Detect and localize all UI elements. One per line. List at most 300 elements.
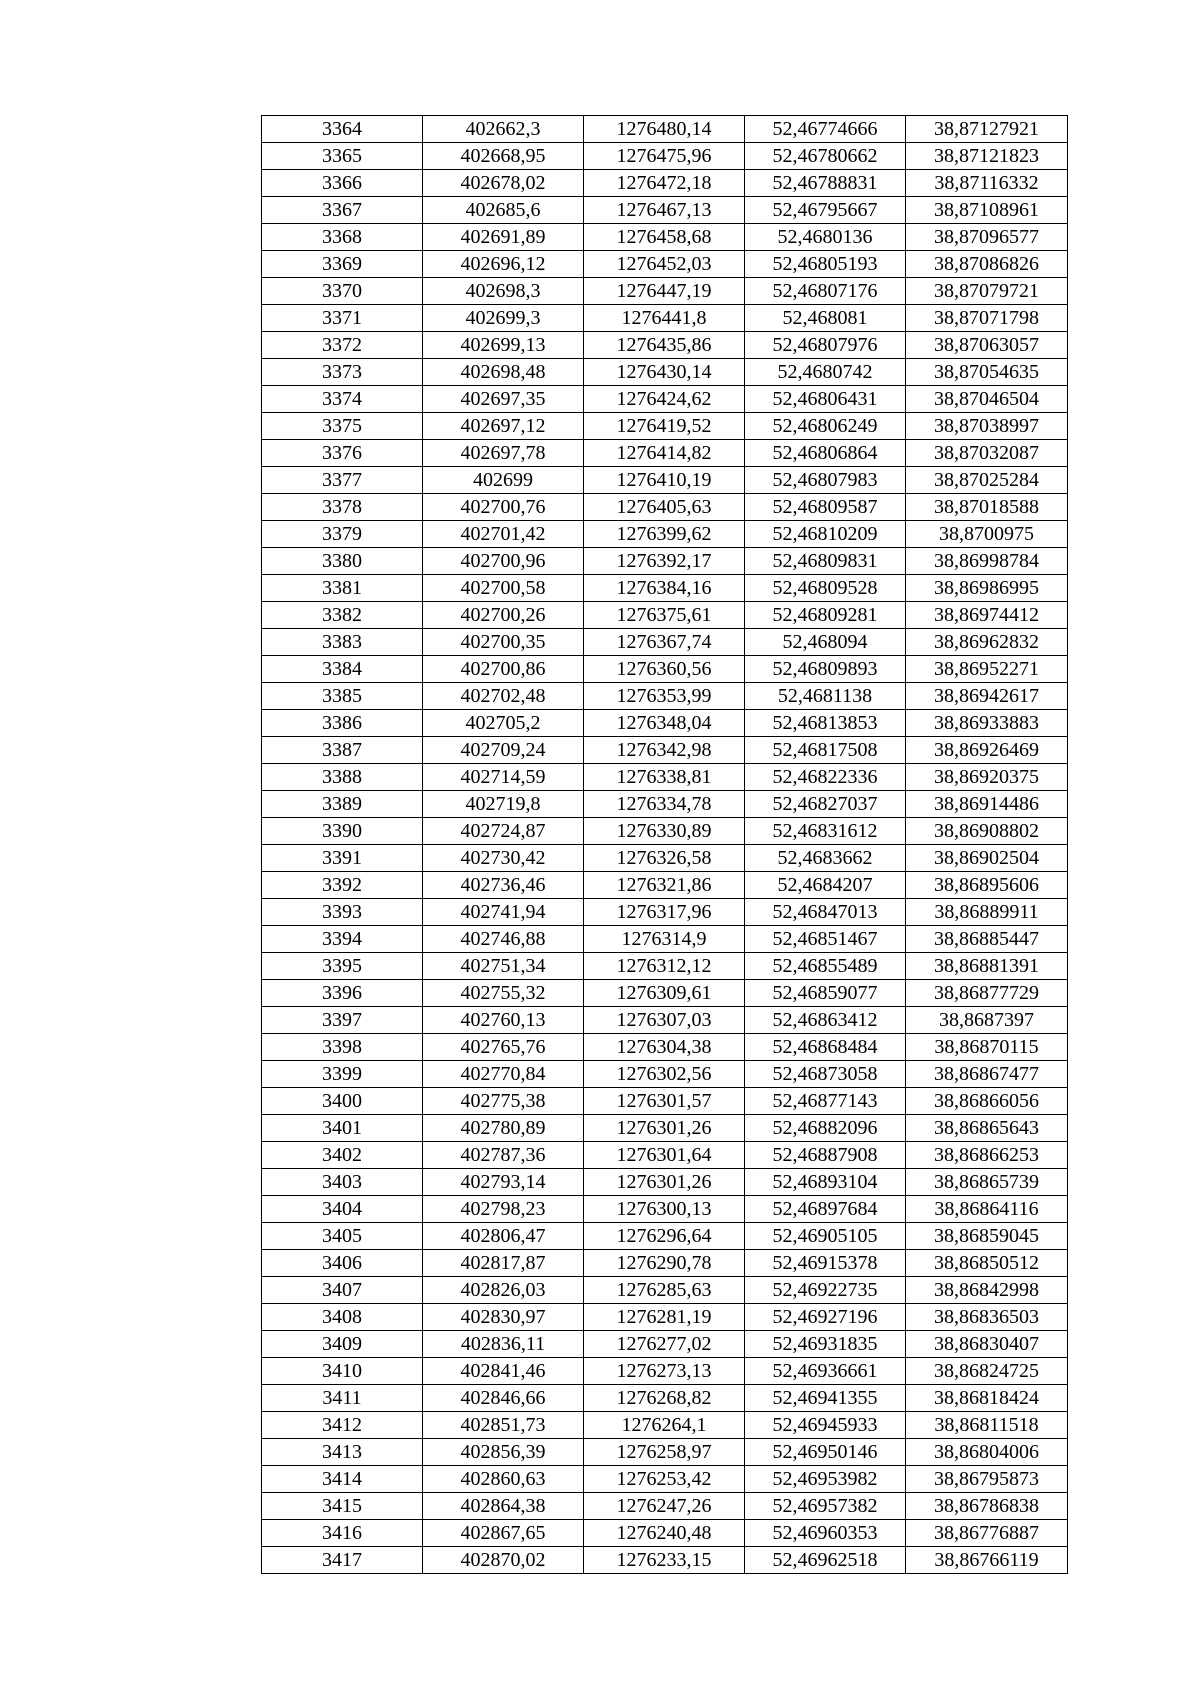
point-number-cell: 3385 xyxy=(262,683,423,710)
y-coordinate-cell: 1276233,15 xyxy=(584,1547,745,1574)
longitude-cell: 38,86895606 xyxy=(906,872,1068,899)
point-number-cell: 3411 xyxy=(262,1385,423,1412)
y-coordinate-cell: 1276441,8 xyxy=(584,305,745,332)
x-coordinate-cell: 402770,84 xyxy=(423,1061,584,1088)
x-coordinate-cell: 402830,97 xyxy=(423,1304,584,1331)
longitude-cell: 38,86867477 xyxy=(906,1061,1068,1088)
latitude-cell: 52,46915378 xyxy=(745,1250,906,1277)
y-coordinate-cell: 1276430,14 xyxy=(584,359,745,386)
x-coordinate-cell: 402817,87 xyxy=(423,1250,584,1277)
latitude-cell: 52,46788831 xyxy=(745,170,906,197)
latitude-cell: 52,4683662 xyxy=(745,845,906,872)
longitude-cell: 38,86818424 xyxy=(906,1385,1068,1412)
x-coordinate-cell: 402719,8 xyxy=(423,791,584,818)
y-coordinate-cell: 1276414,82 xyxy=(584,440,745,467)
point-number-cell: 3383 xyxy=(262,629,423,656)
y-coordinate-cell: 1276342,98 xyxy=(584,737,745,764)
latitude-cell: 52,46868484 xyxy=(745,1034,906,1061)
table-row xyxy=(262,413,1068,440)
point-number-cell: 3369 xyxy=(262,251,423,278)
table-row xyxy=(262,602,1068,629)
table-row xyxy=(262,1115,1068,1142)
point-number-cell: 3387 xyxy=(262,737,423,764)
point-number-cell: 3378 xyxy=(262,494,423,521)
x-coordinate-cell: 402714,59 xyxy=(423,764,584,791)
table-row xyxy=(262,764,1068,791)
y-coordinate-cell: 1276302,56 xyxy=(584,1061,745,1088)
latitude-cell: 52,46806864 xyxy=(745,440,906,467)
latitude-cell: 52,46945933 xyxy=(745,1412,906,1439)
latitude-cell: 52,46817508 xyxy=(745,737,906,764)
y-coordinate-cell: 1276392,17 xyxy=(584,548,745,575)
table-row xyxy=(262,1520,1068,1547)
y-coordinate-cell: 1276348,04 xyxy=(584,710,745,737)
x-coordinate-cell: 402700,96 xyxy=(423,548,584,575)
point-number-cell: 3381 xyxy=(262,575,423,602)
table-row xyxy=(262,1088,1068,1115)
coordinates-table-body xyxy=(262,116,1068,1574)
table-row xyxy=(262,224,1068,251)
longitude-cell: 38,87054635 xyxy=(906,359,1068,386)
latitude-cell: 52,46887908 xyxy=(745,1142,906,1169)
latitude-cell: 52,46941355 xyxy=(745,1385,906,1412)
x-coordinate-cell: 402691,89 xyxy=(423,224,584,251)
y-coordinate-cell: 1276301,26 xyxy=(584,1115,745,1142)
latitude-cell: 52,468081 xyxy=(745,305,906,332)
latitude-cell: 52,46893104 xyxy=(745,1169,906,1196)
latitude-cell: 52,46780662 xyxy=(745,143,906,170)
point-number-cell: 3399 xyxy=(262,1061,423,1088)
x-coordinate-cell: 402702,48 xyxy=(423,683,584,710)
longitude-cell: 38,87079721 xyxy=(906,278,1068,305)
latitude-cell: 52,46936661 xyxy=(745,1358,906,1385)
y-coordinate-cell: 1276338,81 xyxy=(584,764,745,791)
latitude-cell: 52,46960353 xyxy=(745,1520,906,1547)
y-coordinate-cell: 1276419,52 xyxy=(584,413,745,440)
table-row xyxy=(262,1196,1068,1223)
latitude-cell: 52,4684207 xyxy=(745,872,906,899)
x-coordinate-cell: 402775,38 xyxy=(423,1088,584,1115)
longitude-cell: 38,87096577 xyxy=(906,224,1068,251)
latitude-cell: 52,46809281 xyxy=(745,602,906,629)
point-number-cell: 3365 xyxy=(262,143,423,170)
x-coordinate-cell: 402697,35 xyxy=(423,386,584,413)
latitude-cell: 52,46957382 xyxy=(745,1493,906,1520)
table-row xyxy=(262,1277,1068,1304)
latitude-cell: 52,46795667 xyxy=(745,197,906,224)
x-coordinate-cell: 402851,73 xyxy=(423,1412,584,1439)
y-coordinate-cell: 1276301,57 xyxy=(584,1088,745,1115)
longitude-cell: 38,86877729 xyxy=(906,980,1068,1007)
table-row xyxy=(262,278,1068,305)
point-number-cell: 3397 xyxy=(262,1007,423,1034)
latitude-cell: 52,46950146 xyxy=(745,1439,906,1466)
coordinates-table xyxy=(261,115,1068,1574)
y-coordinate-cell: 1276281,19 xyxy=(584,1304,745,1331)
point-number-cell: 3416 xyxy=(262,1520,423,1547)
table-row xyxy=(262,1358,1068,1385)
longitude-cell: 38,86889911 xyxy=(906,899,1068,926)
y-coordinate-cell: 1276273,13 xyxy=(584,1358,745,1385)
y-coordinate-cell: 1276458,68 xyxy=(584,224,745,251)
longitude-cell: 38,87116332 xyxy=(906,170,1068,197)
y-coordinate-cell: 1276301,64 xyxy=(584,1142,745,1169)
x-coordinate-cell: 402696,12 xyxy=(423,251,584,278)
y-coordinate-cell: 1276467,13 xyxy=(584,197,745,224)
latitude-cell: 52,46863412 xyxy=(745,1007,906,1034)
longitude-cell: 38,86795873 xyxy=(906,1466,1068,1493)
x-coordinate-cell: 402697,78 xyxy=(423,440,584,467)
latitude-cell: 52,46847013 xyxy=(745,899,906,926)
y-coordinate-cell: 1276367,74 xyxy=(584,629,745,656)
point-number-cell: 3404 xyxy=(262,1196,423,1223)
latitude-cell: 52,46807976 xyxy=(745,332,906,359)
longitude-cell: 38,86885447 xyxy=(906,926,1068,953)
table-row xyxy=(262,953,1068,980)
latitude-cell: 52,4680742 xyxy=(745,359,906,386)
longitude-cell: 38,86842998 xyxy=(906,1277,1068,1304)
point-number-cell: 3366 xyxy=(262,170,423,197)
y-coordinate-cell: 1276360,56 xyxy=(584,656,745,683)
x-coordinate-cell: 402699,13 xyxy=(423,332,584,359)
table-row xyxy=(262,575,1068,602)
latitude-cell: 52,4681138 xyxy=(745,683,906,710)
x-coordinate-cell: 402709,24 xyxy=(423,737,584,764)
longitude-cell: 38,86933883 xyxy=(906,710,1068,737)
y-coordinate-cell: 1276268,82 xyxy=(584,1385,745,1412)
y-coordinate-cell: 1276399,62 xyxy=(584,521,745,548)
table-row xyxy=(262,251,1068,278)
x-coordinate-cell: 402697,12 xyxy=(423,413,584,440)
table-row xyxy=(262,1007,1068,1034)
point-number-cell: 3396 xyxy=(262,980,423,1007)
x-coordinate-cell: 402705,2 xyxy=(423,710,584,737)
point-number-cell: 3373 xyxy=(262,359,423,386)
point-number-cell: 3406 xyxy=(262,1250,423,1277)
x-coordinate-cell: 402856,39 xyxy=(423,1439,584,1466)
longitude-cell: 38,86870115 xyxy=(906,1034,1068,1061)
table-row xyxy=(262,1493,1068,1520)
y-coordinate-cell: 1276472,18 xyxy=(584,170,745,197)
y-coordinate-cell: 1276301,26 xyxy=(584,1169,745,1196)
table-row xyxy=(262,170,1068,197)
x-coordinate-cell: 402698,3 xyxy=(423,278,584,305)
x-coordinate-cell: 402870,02 xyxy=(423,1547,584,1574)
longitude-cell: 38,86866253 xyxy=(906,1142,1068,1169)
table-row xyxy=(262,1439,1068,1466)
table-row xyxy=(262,926,1068,953)
x-coordinate-cell: 402798,23 xyxy=(423,1196,584,1223)
longitude-cell: 38,86850512 xyxy=(906,1250,1068,1277)
point-number-cell: 3395 xyxy=(262,953,423,980)
point-number-cell: 3393 xyxy=(262,899,423,926)
point-number-cell: 3409 xyxy=(262,1331,423,1358)
y-coordinate-cell: 1276330,89 xyxy=(584,818,745,845)
longitude-cell: 38,86865739 xyxy=(906,1169,1068,1196)
latitude-cell: 52,46905105 xyxy=(745,1223,906,1250)
table-row xyxy=(262,1412,1068,1439)
point-number-cell: 3388 xyxy=(262,764,423,791)
latitude-cell: 52,46813853 xyxy=(745,710,906,737)
table-row xyxy=(262,818,1068,845)
longitude-cell: 38,86986995 xyxy=(906,575,1068,602)
longitude-cell: 38,8687397 xyxy=(906,1007,1068,1034)
y-coordinate-cell: 1276307,03 xyxy=(584,1007,745,1034)
latitude-cell: 52,46809528 xyxy=(745,575,906,602)
point-number-cell: 3380 xyxy=(262,548,423,575)
longitude-cell: 38,87025284 xyxy=(906,467,1068,494)
latitude-cell: 52,46927196 xyxy=(745,1304,906,1331)
table-row xyxy=(262,791,1068,818)
table-row xyxy=(262,1385,1068,1412)
table-row xyxy=(262,1547,1068,1574)
y-coordinate-cell: 1276405,63 xyxy=(584,494,745,521)
table-row xyxy=(262,116,1068,143)
latitude-cell: 52,46827037 xyxy=(745,791,906,818)
point-number-cell: 3368 xyxy=(262,224,423,251)
table-row xyxy=(262,1169,1068,1196)
point-number-cell: 3391 xyxy=(262,845,423,872)
point-number-cell: 3392 xyxy=(262,872,423,899)
longitude-cell: 38,86830407 xyxy=(906,1331,1068,1358)
latitude-cell: 52,46806249 xyxy=(745,413,906,440)
x-coordinate-cell: 402701,42 xyxy=(423,521,584,548)
table-row xyxy=(262,359,1068,386)
latitude-cell: 52,46809587 xyxy=(745,494,906,521)
longitude-cell: 38,86998784 xyxy=(906,548,1068,575)
x-coordinate-cell: 402685,6 xyxy=(423,197,584,224)
y-coordinate-cell: 1276480,14 xyxy=(584,116,745,143)
point-number-cell: 3364 xyxy=(262,116,423,143)
x-coordinate-cell: 402678,02 xyxy=(423,170,584,197)
x-coordinate-cell: 402668,95 xyxy=(423,143,584,170)
longitude-cell: 38,86859045 xyxy=(906,1223,1068,1250)
x-coordinate-cell: 402836,11 xyxy=(423,1331,584,1358)
y-coordinate-cell: 1276253,42 xyxy=(584,1466,745,1493)
x-coordinate-cell: 402700,58 xyxy=(423,575,584,602)
table-row xyxy=(262,521,1068,548)
x-coordinate-cell: 402780,89 xyxy=(423,1115,584,1142)
table-row xyxy=(262,143,1068,170)
latitude-cell: 52,46807983 xyxy=(745,467,906,494)
x-coordinate-cell: 402760,13 xyxy=(423,1007,584,1034)
longitude-cell: 38,87063057 xyxy=(906,332,1068,359)
latitude-cell: 52,46859077 xyxy=(745,980,906,1007)
x-coordinate-cell: 402700,86 xyxy=(423,656,584,683)
longitude-cell: 38,86914486 xyxy=(906,791,1068,818)
x-coordinate-cell: 402699 xyxy=(423,467,584,494)
point-number-cell: 3382 xyxy=(262,602,423,629)
point-number-cell: 3389 xyxy=(262,791,423,818)
latitude-cell: 52,46877143 xyxy=(745,1088,906,1115)
longitude-cell: 38,87018588 xyxy=(906,494,1068,521)
longitude-cell: 38,87071798 xyxy=(906,305,1068,332)
table-row xyxy=(262,683,1068,710)
table-row xyxy=(262,494,1068,521)
table-row xyxy=(262,332,1068,359)
table-row xyxy=(262,980,1068,1007)
longitude-cell: 38,86881391 xyxy=(906,953,1068,980)
y-coordinate-cell: 1276410,19 xyxy=(584,467,745,494)
longitude-cell: 38,86836503 xyxy=(906,1304,1068,1331)
table-row xyxy=(262,548,1068,575)
x-coordinate-cell: 402787,36 xyxy=(423,1142,584,1169)
x-coordinate-cell: 402846,66 xyxy=(423,1385,584,1412)
latitude-cell: 52,46882096 xyxy=(745,1115,906,1142)
y-coordinate-cell: 1276314,9 xyxy=(584,926,745,953)
point-number-cell: 3407 xyxy=(262,1277,423,1304)
latitude-cell: 52,46831612 xyxy=(745,818,906,845)
y-coordinate-cell: 1276334,78 xyxy=(584,791,745,818)
y-coordinate-cell: 1276285,63 xyxy=(584,1277,745,1304)
x-coordinate-cell: 402793,14 xyxy=(423,1169,584,1196)
y-coordinate-cell: 1276326,58 xyxy=(584,845,745,872)
table-row xyxy=(262,899,1068,926)
point-number-cell: 3412 xyxy=(262,1412,423,1439)
longitude-cell: 38,86962832 xyxy=(906,629,1068,656)
table-row xyxy=(262,629,1068,656)
table-row xyxy=(262,305,1068,332)
x-coordinate-cell: 402864,38 xyxy=(423,1493,584,1520)
y-coordinate-cell: 1276375,61 xyxy=(584,602,745,629)
longitude-cell: 38,87108961 xyxy=(906,197,1068,224)
longitude-cell: 38,87121823 xyxy=(906,143,1068,170)
x-coordinate-cell: 402700,35 xyxy=(423,629,584,656)
point-number-cell: 3394 xyxy=(262,926,423,953)
longitude-cell: 38,86811518 xyxy=(906,1412,1068,1439)
x-coordinate-cell: 402751,34 xyxy=(423,953,584,980)
latitude-cell: 52,468094 xyxy=(745,629,906,656)
latitude-cell: 52,46953982 xyxy=(745,1466,906,1493)
table-row xyxy=(262,656,1068,683)
longitude-cell: 38,86804006 xyxy=(906,1439,1068,1466)
point-number-cell: 3375 xyxy=(262,413,423,440)
point-number-cell: 3367 xyxy=(262,197,423,224)
point-number-cell: 3415 xyxy=(262,1493,423,1520)
table-row xyxy=(262,1034,1068,1061)
longitude-cell: 38,86865643 xyxy=(906,1115,1068,1142)
table-row xyxy=(262,440,1068,467)
longitude-cell: 38,87032087 xyxy=(906,440,1068,467)
longitude-cell: 38,87046504 xyxy=(906,386,1068,413)
longitude-cell: 38,86824725 xyxy=(906,1358,1068,1385)
y-coordinate-cell: 1276309,61 xyxy=(584,980,745,1007)
longitude-cell: 38,8700975 xyxy=(906,521,1068,548)
longitude-cell: 38,86908802 xyxy=(906,818,1068,845)
longitude-cell: 38,86942617 xyxy=(906,683,1068,710)
point-number-cell: 3408 xyxy=(262,1304,423,1331)
point-number-cell: 3384 xyxy=(262,656,423,683)
latitude-cell: 52,46931835 xyxy=(745,1331,906,1358)
y-coordinate-cell: 1276321,86 xyxy=(584,872,745,899)
latitude-cell: 52,46851467 xyxy=(745,926,906,953)
point-number-cell: 3390 xyxy=(262,818,423,845)
point-number-cell: 3405 xyxy=(262,1223,423,1250)
point-number-cell: 3377 xyxy=(262,467,423,494)
latitude-cell: 52,46922735 xyxy=(745,1277,906,1304)
longitude-cell: 38,86974412 xyxy=(906,602,1068,629)
point-number-cell: 3401 xyxy=(262,1115,423,1142)
table-row xyxy=(262,197,1068,224)
point-number-cell: 3379 xyxy=(262,521,423,548)
latitude-cell: 52,46807176 xyxy=(745,278,906,305)
y-coordinate-cell: 1276384,16 xyxy=(584,575,745,602)
table-row xyxy=(262,467,1068,494)
point-number-cell: 3414 xyxy=(262,1466,423,1493)
point-number-cell: 3370 xyxy=(262,278,423,305)
x-coordinate-cell: 402746,88 xyxy=(423,926,584,953)
y-coordinate-cell: 1276452,03 xyxy=(584,251,745,278)
latitude-cell: 52,46822336 xyxy=(745,764,906,791)
latitude-cell: 52,46810209 xyxy=(745,521,906,548)
y-coordinate-cell: 1276258,97 xyxy=(584,1439,745,1466)
x-coordinate-cell: 402698,48 xyxy=(423,359,584,386)
table-row xyxy=(262,872,1068,899)
table-row xyxy=(262,1061,1068,1088)
table-row xyxy=(262,1331,1068,1358)
latitude-cell: 52,46774666 xyxy=(745,116,906,143)
y-coordinate-cell: 1276247,26 xyxy=(584,1493,745,1520)
longitude-cell: 38,87038997 xyxy=(906,413,1068,440)
y-coordinate-cell: 1276435,86 xyxy=(584,332,745,359)
latitude-cell: 52,46962518 xyxy=(745,1547,906,1574)
x-coordinate-cell: 402806,47 xyxy=(423,1223,584,1250)
table-row xyxy=(262,710,1068,737)
longitude-cell: 38,86952271 xyxy=(906,656,1068,683)
point-number-cell: 3402 xyxy=(262,1142,423,1169)
y-coordinate-cell: 1276296,64 xyxy=(584,1223,745,1250)
longitude-cell: 38,86920375 xyxy=(906,764,1068,791)
latitude-cell: 52,4680136 xyxy=(745,224,906,251)
y-coordinate-cell: 1276300,13 xyxy=(584,1196,745,1223)
table-row xyxy=(262,1250,1068,1277)
latitude-cell: 52,46809831 xyxy=(745,548,906,575)
y-coordinate-cell: 1276304,38 xyxy=(584,1034,745,1061)
longitude-cell: 38,86926469 xyxy=(906,737,1068,764)
point-number-cell: 3398 xyxy=(262,1034,423,1061)
x-coordinate-cell: 402700,26 xyxy=(423,602,584,629)
point-number-cell: 3417 xyxy=(262,1547,423,1574)
longitude-cell: 38,86866056 xyxy=(906,1088,1068,1115)
point-number-cell: 3374 xyxy=(262,386,423,413)
point-number-cell: 3400 xyxy=(262,1088,423,1115)
latitude-cell: 52,46805193 xyxy=(745,251,906,278)
x-coordinate-cell: 402699,3 xyxy=(423,305,584,332)
point-number-cell: 3403 xyxy=(262,1169,423,1196)
table-row xyxy=(262,386,1068,413)
point-number-cell: 3386 xyxy=(262,710,423,737)
table-row xyxy=(262,1466,1068,1493)
x-coordinate-cell: 402662,3 xyxy=(423,116,584,143)
longitude-cell: 38,86766119 xyxy=(906,1547,1068,1574)
latitude-cell: 52,46855489 xyxy=(745,953,906,980)
x-coordinate-cell: 402826,03 xyxy=(423,1277,584,1304)
y-coordinate-cell: 1276353,99 xyxy=(584,683,745,710)
table-row xyxy=(262,1142,1068,1169)
table-row xyxy=(262,845,1068,872)
y-coordinate-cell: 1276290,78 xyxy=(584,1250,745,1277)
x-coordinate-cell: 402736,46 xyxy=(423,872,584,899)
y-coordinate-cell: 1276264,1 xyxy=(584,1412,745,1439)
table-row xyxy=(262,1223,1068,1250)
point-number-cell: 3376 xyxy=(262,440,423,467)
x-coordinate-cell: 402765,76 xyxy=(423,1034,584,1061)
x-coordinate-cell: 402867,65 xyxy=(423,1520,584,1547)
x-coordinate-cell: 402724,87 xyxy=(423,818,584,845)
y-coordinate-cell: 1276475,96 xyxy=(584,143,745,170)
x-coordinate-cell: 402700,76 xyxy=(423,494,584,521)
latitude-cell: 52,46806431 xyxy=(745,386,906,413)
